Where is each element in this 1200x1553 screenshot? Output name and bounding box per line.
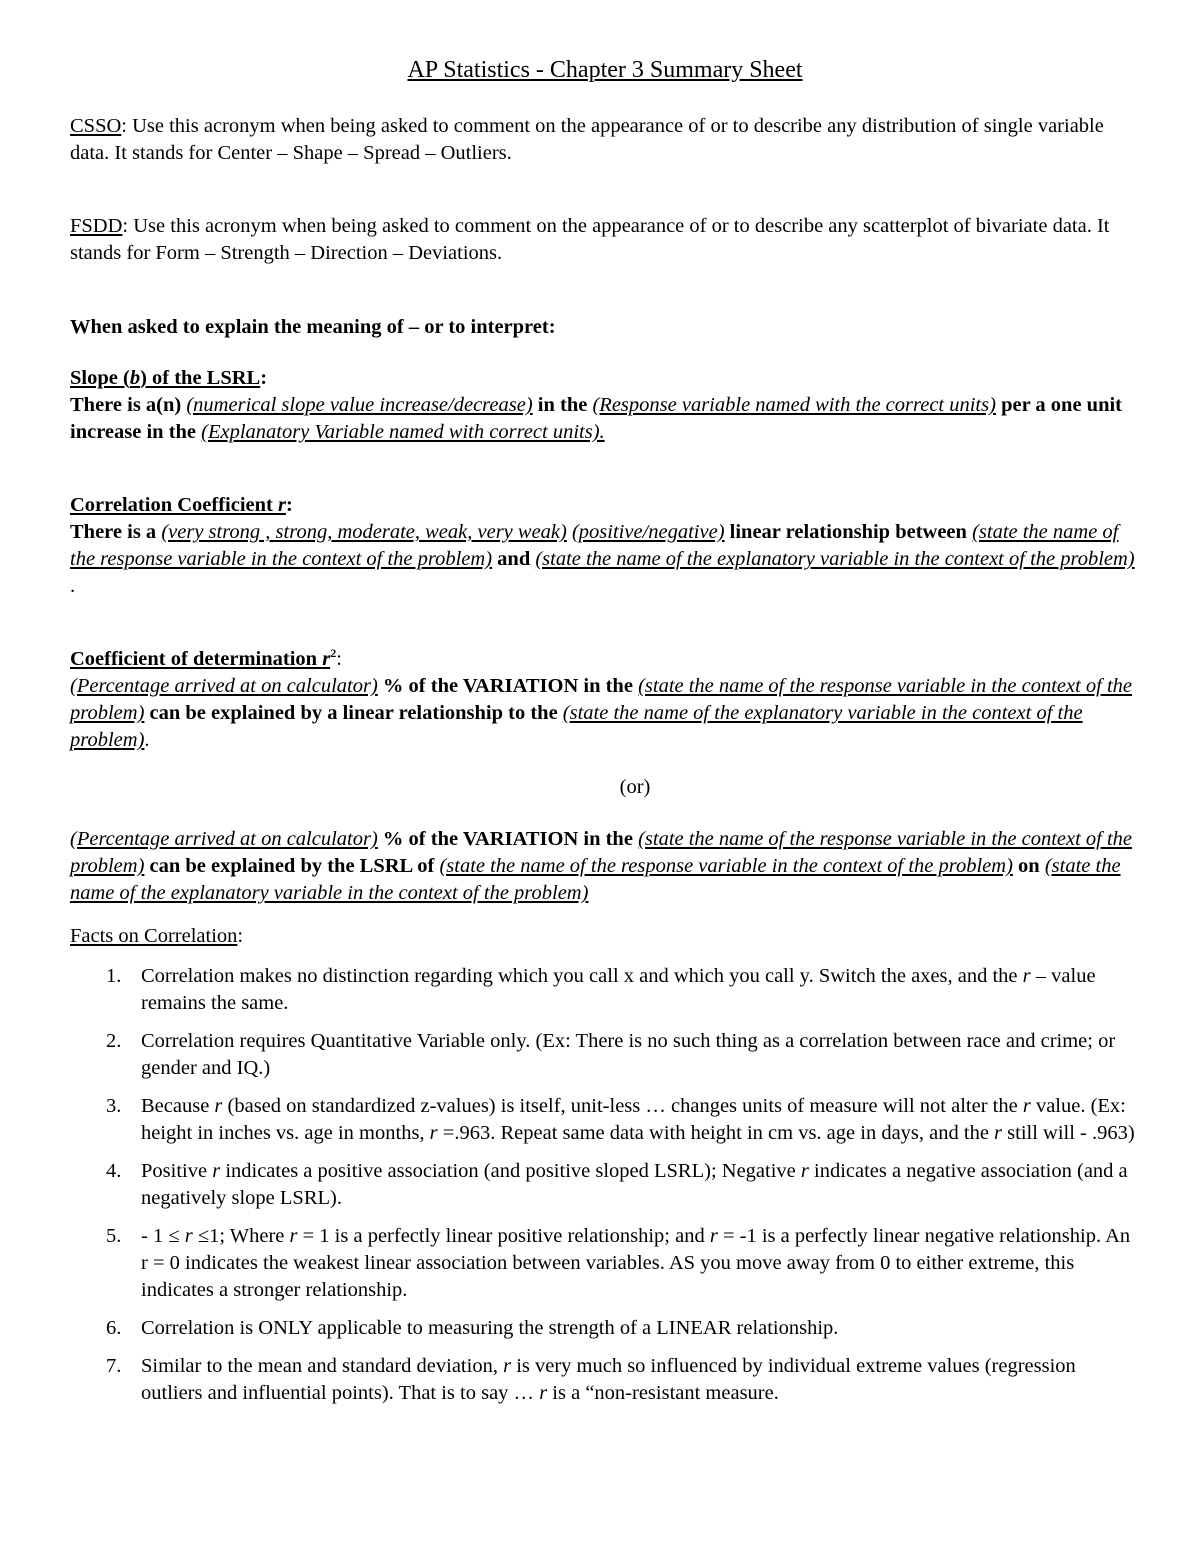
correlation-heading — [70, 492, 1140, 519]
det-a1: (Percentage arrived at on calculator) — [70, 675, 378, 697]
determination-heading-text: Coefficient of determination — [70, 648, 323, 670]
slope-heading-b: b — [129, 367, 141, 389]
det-a6: . — [144, 729, 150, 751]
fact-text: is very much so influenced by individual extreme values (regression outliers and influential points). That is to say … — [141, 1355, 1076, 1404]
corr-s2: (very strong , strong, moderate, weak, very weak) — [161, 521, 567, 543]
det-a2: % of the VARIATION in the — [377, 675, 639, 697]
fact-text: =.963. Repeat same data with height in cm vs. age in days, and the — [437, 1122, 995, 1144]
fact-text: Correlation requires Quantitative Variable only. (Ex: There is no such thing as a correlation between race and crime; or gender and IQ.) — [141, 1030, 1116, 1079]
document-page — [70, 52, 1140, 1418]
correlation-heading-colon: : — [285, 494, 293, 516]
slope-s6: (Explanatory Variable named with correct units). — [201, 421, 605, 443]
determination-template-a — [70, 673, 1140, 754]
or-separator: (or) — [619, 776, 651, 798]
fact-text: – value remains the same. — [141, 965, 1096, 1014]
slope-heading-text-a: Slope ( — [70, 367, 130, 389]
fact-text: is a “non-resistant measure. — [547, 1382, 779, 1404]
fact-text: indicates a positive association (and positive sloped LSRL); Negative — [220, 1160, 801, 1182]
facts-heading — [70, 923, 1140, 950]
facts-heading-text: Facts on Correlation — [70, 925, 238, 947]
slope-heading-colon: : — [260, 367, 268, 389]
slope-s5: per a one unit increase in the — [70, 394, 1122, 443]
correlation-heading-r: r — [277, 494, 286, 516]
fact-item — [70, 1093, 1140, 1147]
variable-r: r — [1022, 965, 1031, 987]
det-b6: on — [1012, 855, 1045, 877]
slope-heading — [70, 365, 1140, 392]
variable-r: r — [1022, 1095, 1031, 1117]
fact-number: 2. — [106, 1030, 122, 1052]
slope-s4: (Response variable named with the correct units) — [592, 394, 996, 416]
slope-s2: (numerical slope value increase/decrease) — [186, 394, 533, 416]
fact-number: 3. — [106, 1095, 122, 1117]
variable-r: r — [212, 1160, 221, 1182]
fsdd-paragraph — [70, 213, 1140, 267]
det-b3: (state the name of the response variable in the context of the problem) — [70, 828, 1133, 877]
corr-s5: linear relationship between — [724, 521, 973, 543]
correlation-template — [70, 519, 1140, 600]
variable-r: r — [800, 1160, 809, 1182]
slope-s1: There is a(n) — [70, 394, 187, 416]
page-title: AP Statistics - Chapter 3 Summary Sheet — [407, 57, 803, 83]
fact-text: - 1 ≤ — [141, 1225, 185, 1247]
variable-r: r — [289, 1225, 298, 1247]
fact-text: = 1 is a perfectly linear positive relationship; and — [297, 1225, 710, 1247]
fact-text: indicates a negative association (and a negatively slope LSRL). — [141, 1160, 1128, 1209]
det-b1: (Percentage arrived at on calculator) — [70, 828, 378, 850]
fact-text: still will - .963) — [1002, 1122, 1135, 1144]
corr-s7: and — [492, 548, 536, 570]
slope-s3: in the — [532, 394, 593, 416]
det-b7: (state the name of the explanatory variable in the context of the problem) — [70, 855, 1121, 904]
det-b4: can be explained by the LSRL of — [144, 855, 440, 877]
variable-r: r — [503, 1355, 512, 1377]
fact-text: Correlation is ONLY applicable to measuring the strength of a LINEAR relationship. — [141, 1317, 839, 1339]
interpret-lead: When asked to explain the meaning of – or to interpret: — [70, 316, 556, 338]
fact-text: Similar to the mean and standard deviation, — [141, 1355, 504, 1377]
fact-number: 1. — [106, 965, 122, 987]
variable-r: r — [709, 1225, 718, 1247]
fact-item — [70, 1223, 1140, 1304]
fact-number: 4. — [106, 1160, 122, 1182]
fact-text: Because — [141, 1095, 215, 1117]
variable-r: r — [539, 1382, 548, 1404]
slope-template — [70, 392, 1140, 446]
corr-s6: (state the name of the response variable in the context of the problem) — [70, 521, 1119, 570]
facts-list — [70, 963, 1140, 1407]
csso-term: CSSO — [70, 115, 122, 137]
fact-text: ≤1; Where — [192, 1225, 290, 1247]
determination-heading — [70, 646, 1140, 673]
fact-number: 7. — [106, 1355, 122, 1377]
determination-heading-colon: : — [336, 648, 342, 670]
variable-r: r — [184, 1225, 193, 1247]
variable-r: r — [214, 1095, 223, 1117]
fact-item — [70, 1315, 1140, 1342]
fact-number: 6. — [106, 1317, 122, 1339]
det-b2: % of the VARIATION in the — [377, 828, 639, 850]
correlation-heading-text: Correlation Coefficient — [70, 494, 278, 516]
fact-text: Positive — [141, 1160, 213, 1182]
facts-heading-colon: : — [237, 925, 244, 947]
fact-text: = -1 is a perfectly linear negative relationship. An r = 0 indicates the weakest linear association between variables. AS you move away from 0 to either extreme, this indicates a stronger relationship. — [141, 1225, 1131, 1301]
fact-text: (based on standardized z-values) is itself, unit-less … changes units of measure will not alter the — [222, 1095, 1023, 1117]
det-a4: can be explained by a linear relationship to the — [144, 702, 563, 724]
determination-heading-r: r — [322, 648, 331, 670]
fact-item — [70, 1353, 1140, 1407]
fact-item — [70, 1028, 1140, 1082]
determination-heading-sup: 2 — [330, 646, 337, 661]
corr-s9: . — [70, 575, 76, 597]
csso-text: : Use this acronym when being asked to comment on the appearance of or to describe any distribution of single variable data. It stands for Center – Shape – Spread – Outliers. — [70, 115, 1104, 164]
det-a3: (state the name of the response variable in the context of the problem) — [70, 675, 1133, 724]
det-a5: (state the name of the explanatory variable in the context of the problem) — [70, 702, 1083, 751]
determination-template-b — [70, 826, 1140, 907]
fact-item — [70, 1158, 1140, 1212]
variable-r: r — [429, 1122, 438, 1144]
slope-heading-text-c: ) of the LSRL — [140, 367, 261, 389]
fact-item — [70, 963, 1140, 1017]
fsdd-text: : Use this acronym when being asked to comment on the appearance of or to describe any scatterplot of bivariate data. It stands for Form – Strength – Direction – Deviations. — [70, 215, 1110, 264]
fact-number: 5. — [106, 1225, 122, 1247]
fsdd-term: FSDD — [70, 215, 123, 237]
fact-text: Correlation makes no distinction regarding which you call x and which you call y. Switch the axes, and the — [141, 965, 1023, 987]
csso-paragraph — [70, 113, 1140, 167]
corr-s4: (positive/negative) — [571, 521, 725, 543]
fact-text: value. (Ex: height in inches vs. age in months, — [141, 1095, 1126, 1144]
corr-s8: (state the name of the explanatory variable in the context of the problem) — [535, 548, 1135, 570]
variable-r: r — [994, 1122, 1003, 1144]
corr-s1: There is a — [70, 521, 162, 543]
det-b5: (state the name of the response variable in the context of the problem) — [439, 855, 1013, 877]
